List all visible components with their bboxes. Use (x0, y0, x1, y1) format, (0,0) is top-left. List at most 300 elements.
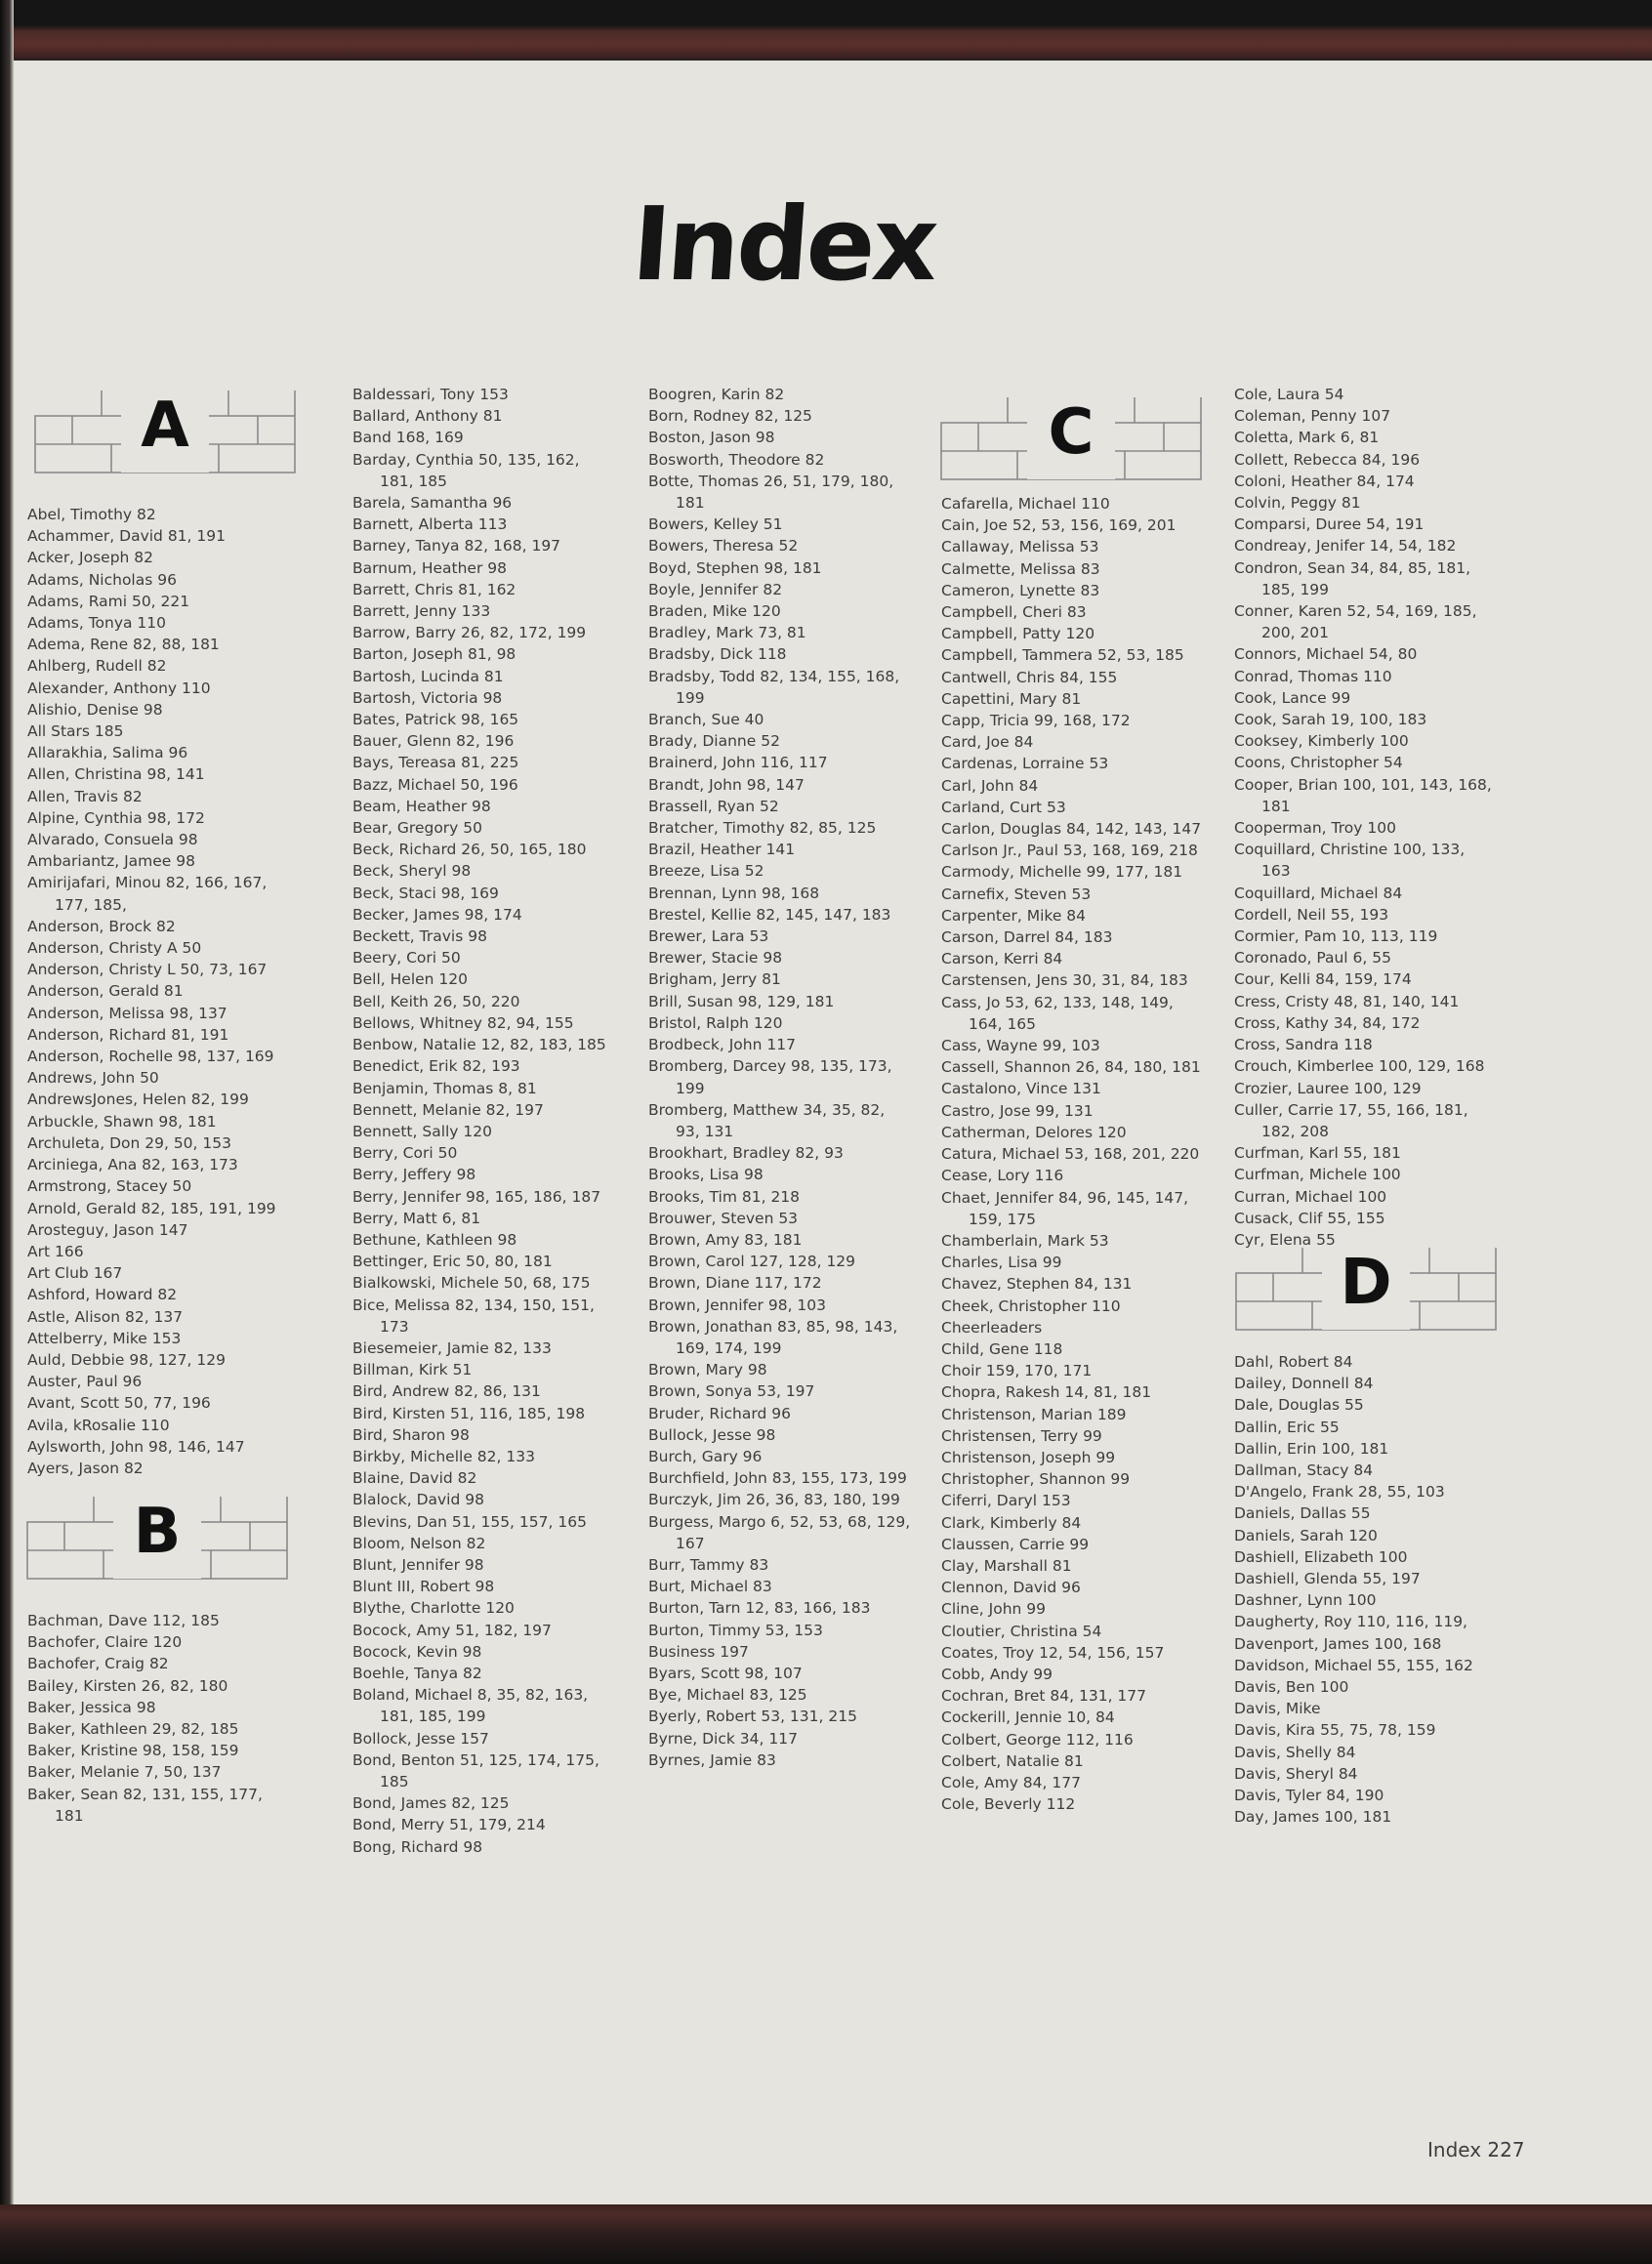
section-header-a (33, 389, 297, 476)
index-entry: Castro, Jose 99, 131 (941, 1101, 1094, 1120)
index-entry: Bird, Andrew 82, 86, 131 (352, 1382, 541, 1401)
index-entry: Carland, Curt 53 (941, 798, 1066, 816)
index-entry: Bradley, Mark 73, 81 (648, 624, 806, 642)
index-entry: Brown, Diane 117, 172 (648, 1274, 822, 1293)
page-folio: Index 227 (1427, 2138, 1525, 2161)
index-entry: Abel, Timothy 82 (27, 506, 156, 523)
index-entry: Brookhart, Bradley 82, 93 (648, 1144, 844, 1163)
index-entry: Bollock, Jesse 157 (352, 1729, 489, 1748)
index-entry: Blalock, David 98 (352, 1491, 484, 1509)
top-binding-band (0, 0, 1652, 61)
index-entry: Carmody, Michelle 99, 177, 181 (941, 863, 1183, 882)
index-entry: Ayers, Jason 82 (27, 1459, 144, 1477)
index-entry: Carson, Darrel 84, 183 (941, 928, 1113, 947)
index-entry: Carl, John 84 (941, 776, 1039, 795)
index-entry: Cheerleaders (941, 1318, 1043, 1337)
index-entry: Cross, Kathy 34, 84, 172 (1234, 1013, 1421, 1032)
section-letter-d: D (1340, 1247, 1392, 1319)
index-entry: Brewer, Stacie 98 (648, 949, 783, 967)
section-letter-a: A (141, 390, 189, 462)
index-entry: Christenson, Joseph 99 (941, 1448, 1116, 1466)
index-entry: Braden, Mike 120 (648, 602, 781, 621)
index-entry: Bennett, Sally 120 (352, 1122, 492, 1140)
index-entry: Brown, Carol 127, 128, 129 (648, 1253, 856, 1271)
index-entry: Bays, Tereasa 81, 225 (352, 754, 519, 772)
index-entry: Cole, Laura 54 (1234, 386, 1344, 403)
index-entry: Cameron, Lynette 83 (941, 581, 1100, 599)
index-entry: Cress, Cristy 48, 81, 140, 141 (1234, 992, 1460, 1010)
index-entry: Bond, Merry 51, 179, 214 (352, 1816, 546, 1834)
index-entry: Bromberg, Darcey 98, 135, 173, 199 (648, 1057, 892, 1097)
index-entry: Brainerd, John 116, 117 (648, 754, 828, 772)
index-entry: Berry, Jennifer 98, 165, 186, 187 (352, 1187, 601, 1206)
index-entry: Burt, Michael 83 (648, 1578, 772, 1596)
index-entry: Bellows, Whitney 82, 94, 155 (352, 1013, 574, 1032)
index-entry: Alvarado, Consuela 98 (27, 831, 198, 849)
index-entry: Child, Gene 118 (941, 1339, 1063, 1358)
index-entry: Bauer, Glenn 82, 196 (352, 732, 515, 751)
index-entry: Cain, Joe 52, 53, 156, 169, 201 (941, 516, 1177, 535)
index-entry: Bialkowski, Michele 50, 68, 175 (352, 1274, 591, 1293)
index-entry: Coquillard, Michael 84 (1234, 884, 1403, 902)
index-entry: Ballard, Anthony 81 (352, 407, 503, 426)
index-entry: Cockerill, Jennie 10, 84 (941, 1708, 1115, 1727)
index-entry: Cobb, Andy 99 (941, 1665, 1053, 1683)
index-entry: Anderson, Rochelle 98, 137, 169 (27, 1048, 274, 1066)
index-entry: Art Club 167 (27, 1264, 123, 1283)
index-entry: Clay, Marshall 81 (941, 1556, 1072, 1575)
index-entry: Barney, Tanya 82, 168, 197 (352, 537, 561, 556)
index-entry: Bond, Benton 51, 125, 174, 175, 185 (352, 1750, 599, 1791)
index-entry: Bromberg, Matthew 34, 35, 82, 93, 131 (648, 1100, 886, 1140)
index-entry: Brennan, Lynn 98, 168 (648, 884, 820, 902)
index-entry: Curfman, Michele 100 (1234, 1166, 1401, 1184)
index-entry: Anderson, Richard 81, 191 (27, 1025, 229, 1044)
index-entry: Boogren, Karin 82 (648, 386, 785, 403)
index-entry: Adams, Tonya 110 (27, 614, 167, 633)
index-entry: Davidson, Michael 55, 155, 162 (1234, 1656, 1473, 1674)
index-entry: Brestel, Kellie 82, 145, 147, 183 (648, 905, 891, 924)
index-entry: Breeze, Lisa 52 (648, 862, 764, 881)
index-entry: Astle, Alison 82, 137 (27, 1307, 184, 1326)
index-entry: Capp, Tricia 99, 168, 172 (941, 712, 1131, 730)
index-entry: All Stars 185 (27, 722, 124, 741)
index-entry: Cyr, Elena 55 (1234, 1230, 1336, 1249)
index-entry: Blunt, Jennifer 98 (352, 1555, 484, 1574)
index-entry: Ahlberg, Rudell 82 (27, 657, 167, 676)
index-entry: Dashner, Lynn 100 (1234, 1591, 1377, 1610)
index-entry: Barton, Joseph 81, 98 (352, 645, 516, 664)
index-entry: Brodbeck, John 117 (648, 1036, 796, 1054)
index-entry: Davis, Shelly 84 (1234, 1743, 1356, 1761)
index-entry: Christopher, Shannon 99 (941, 1470, 1131, 1489)
index-entry: Burgess, Margo 6, 52, 53, 68, 129, 167 (648, 1512, 911, 1552)
index-column-2 (352, 384, 616, 1858)
index-entry: Dahl, Robert 84 (1234, 1353, 1353, 1371)
index-entry: Burchfield, John 83, 155, 173, 199 (648, 1469, 907, 1488)
index-entry: Barrett, Chris 81, 162 (352, 580, 516, 598)
index-entry: Arosteguy, Jason 147 (27, 1220, 188, 1239)
index-entry: Benedict, Erik 82, 193 (352, 1057, 520, 1076)
index-entry: Coloni, Heather 84, 174 (1234, 472, 1415, 490)
index-entry: Ambariantz, Jamee 98 (27, 852, 195, 871)
index-entry: Cass, Jo 53, 62, 133, 148, 149, 164, 165 (941, 993, 1174, 1033)
index-entry: Alishio, Denise 98 (27, 700, 163, 719)
index-entry: Birkby, Michelle 82, 133 (352, 1447, 535, 1465)
index-entry: Cassell, Shannon 26, 84, 180, 181 (941, 1058, 1201, 1077)
index-entry: Brooks, Tim 81, 218 (648, 1187, 801, 1206)
index-entry: Bong, Richard 98 (352, 1837, 483, 1856)
index-entry: Bartosh, Lucinda 81 (352, 667, 504, 685)
index-entry: Bailey, Kirsten 26, 82, 180 (27, 1676, 228, 1695)
index-entry: Born, Rodney 82, 125 (648, 407, 812, 426)
index-entry: Bachofer, Claire 120 (27, 1633, 183, 1652)
index-entry: Carlson Jr., Paul 53, 168, 169, 218 (941, 842, 1198, 860)
index-entry: Chaet, Jennifer 84, 96, 145, 147, 159, 175 (941, 1188, 1189, 1228)
index-entry: Charles, Lisa 99 (941, 1254, 1062, 1272)
index-entry: Condreay, Jenifer 14, 54, 182 (1234, 537, 1457, 556)
index-entry: Bratcher, Timothy 82, 85, 125 (648, 819, 877, 838)
index-column-d (1234, 1351, 1498, 1828)
index-entry: Brooks, Lisa 98 (648, 1166, 764, 1184)
index-entry: Barnett, Alberta 113 (352, 515, 508, 534)
index-entry: Barrow, Barry 26, 82, 172, 199 (352, 624, 587, 642)
index-entry: Cooksey, Kimberly 100 (1234, 732, 1409, 751)
index-entry: Brouwer, Steven 53 (648, 1209, 799, 1227)
index-entry: Carson, Kerri 84 (941, 950, 1063, 968)
index-entry: Bye, Michael 83, 125 (648, 1686, 807, 1705)
index-entry: Armstrong, Stacey 50 (27, 1177, 192, 1196)
index-entry: Cook, Lance 99 (1234, 688, 1351, 707)
index-entry: Bocock, Amy 51, 182, 197 (352, 1621, 552, 1639)
index-entry: Coquillard, Christine 100, 133, 163 (1234, 841, 1466, 881)
index-entry: Brown, Sonya 53, 197 (648, 1382, 815, 1401)
index-entry: Beam, Heather 98 (352, 797, 491, 815)
index-entry: Adams, Nicholas 96 (27, 570, 177, 589)
index-entry: Baldessari, Tony 153 (352, 386, 509, 403)
index-entry: Chamberlain, Mark 53 (941, 1231, 1109, 1250)
index-entry: Dallman, Stacy 84 (1234, 1461, 1374, 1480)
index-entry: Blevins, Dan 51, 155, 157, 165 (352, 1512, 587, 1531)
index-entry: Carlon, Douglas 84, 142, 143, 147 (941, 820, 1202, 839)
index-entry: Ashford, Howard 82 (27, 1286, 178, 1304)
index-entry: Auster, Paul 96 (27, 1373, 143, 1391)
index-entry: Cook, Sarah 19, 100, 183 (1234, 711, 1427, 729)
index-entry: Claussen, Carrie 99 (941, 1535, 1090, 1553)
index-entry: Auld, Debbie 98, 127, 129 (27, 1350, 226, 1369)
index-entry: Culler, Carrie 17, 55, 166, 181, 182, 208 (1234, 1100, 1468, 1140)
index-entry: Blunt III, Robert 98 (352, 1578, 495, 1596)
index-entry: Andrews, John 50 (27, 1069, 159, 1088)
index-entry: Davis, Sheryl 84 (1234, 1764, 1358, 1783)
index-entry: Bennett, Melanie 82, 197 (352, 1100, 544, 1119)
index-entry: Dashiell, Glenda 55, 197 (1234, 1570, 1421, 1588)
index-entry: Art 166 (27, 1242, 84, 1260)
index-column-a (27, 504, 291, 1479)
index-entry: Daugherty, Roy 110, 116, 119, (1234, 1613, 1467, 1631)
index-entry: Cease, Lory 116 (941, 1167, 1064, 1185)
index-entry: Coletta, Mark 6, 81 (1234, 429, 1380, 447)
index-entry: Burczyk, Jim 26, 36, 83, 180, 199 (648, 1491, 900, 1509)
index-entry: Bettinger, Eric 50, 80, 181 (352, 1253, 553, 1271)
index-entry: Brown, Jonathan 83, 85, 98, 143, 169, 174, 199 (648, 1317, 898, 1357)
section-header-b (25, 1495, 289, 1583)
index-entry: Campbell, Tammera 52, 53, 185 (941, 646, 1184, 665)
index-entry: Beckett, Travis 98 (352, 927, 487, 946)
index-entry: Coates, Troy 12, 54, 156, 157 (941, 1643, 1165, 1662)
index-entry: Dallin, Erin 100, 181 (1234, 1439, 1389, 1458)
index-entry: Coleman, Penny 107 (1234, 407, 1391, 426)
index-entry: Cole, Beverly 112 (941, 1795, 1076, 1814)
index-entry: Boland, Michael 8, 35, 82, 163, 181, 185, 199 (352, 1686, 589, 1726)
index-entry: Daniels, Dallas 55 (1234, 1504, 1371, 1523)
index-entry: Acker, Joseph 82 (27, 549, 154, 567)
index-entry: Callaway, Melissa 53 (941, 538, 1099, 556)
index-entry: Brazil, Heather 141 (648, 841, 796, 859)
index-entry: Ciferri, Daryl 153 (941, 1492, 1071, 1510)
index-entry: Anderson, Melissa 98, 137 (27, 1004, 227, 1022)
index-entry: Cardenas, Lorraine 53 (941, 755, 1109, 773)
index-entry: Bartosh, Victoria 98 (352, 688, 503, 707)
index-entry: Chavez, Stephen 84, 131 (941, 1275, 1133, 1294)
index-entry: Conner, Karen 52, 54, 169, 185, 200, 201 (1234, 602, 1477, 642)
section-header-c (939, 395, 1203, 483)
index-entry: Attelberry, Mike 153 (27, 1329, 182, 1347)
index-entry: Anderson, Gerald 81 (27, 982, 184, 1001)
index-entry: Cass, Wayne 99, 103 (941, 1037, 1100, 1055)
index-entry: Catura, Michael 53, 168, 201, 220 (941, 1145, 1200, 1164)
index-entry: Coons, Christopher 54 (1234, 754, 1403, 772)
index-entry: Burch, Gary 96 (648, 1447, 763, 1465)
index-entry: Cline, John 99 (941, 1600, 1047, 1619)
index-entry: Bethune, Kathleen 98 (352, 1230, 517, 1249)
index-entry: Cormier, Pam 10, 113, 119 (1234, 927, 1438, 946)
index-entry: Bloom, Nelson 82 (352, 1534, 486, 1552)
index-entry: Benbow, Natalie 12, 82, 183, 185 (352, 1036, 606, 1054)
index-entry: Berry, Matt 6, 81 (352, 1209, 481, 1227)
index-entry: Brandt, John 98, 147 (648, 775, 805, 794)
index-entry: Colbert, George 112, 116 (941, 1730, 1134, 1749)
index-entry: Christensen, Terry 99 (941, 1426, 1102, 1445)
index-entry: Chopra, Rakesh 14, 81, 181 (941, 1383, 1152, 1402)
index-entry: Bullock, Jesse 98 (648, 1425, 776, 1444)
index-entry: Bond, James 82, 125 (352, 1794, 510, 1813)
index-entry: Clark, Kimberly 84 (941, 1513, 1082, 1532)
index-entry: Bruder, Richard 96 (648, 1404, 791, 1422)
index-entry: Bell, Keith 26, 50, 220 (352, 992, 520, 1010)
index-entry: Berry, Cori 50 (352, 1144, 458, 1163)
index-column-5 (1234, 384, 1498, 1251)
index-entry: Brassell, Ryan 52 (648, 797, 779, 815)
index-entry: Cooperman, Troy 100 (1234, 819, 1396, 838)
index-entry: Cusack, Clif 55, 155 (1234, 1209, 1385, 1227)
index-entry: Blythe, Charlotte 120 (352, 1599, 515, 1618)
index-entry: Boston, Jason 98 (648, 429, 775, 447)
page-title: Index (628, 185, 940, 304)
bottom-binding-band (0, 2204, 1652, 2264)
index-entry: Beery, Cori 50 (352, 949, 461, 967)
index-entry: Bocock, Kevin 98 (352, 1642, 482, 1661)
index-entry: Arbuckle, Shawn 98, 181 (27, 1112, 217, 1131)
index-entry: Daniels, Sarah 120 (1234, 1526, 1378, 1544)
index-entry: Bowers, Theresa 52 (648, 537, 799, 556)
index-entry: Beck, Richard 26, 50, 165, 180 (352, 841, 587, 859)
index-entry: Cordell, Neil 55, 193 (1234, 905, 1389, 924)
index-entry: Cross, Sandra 118 (1234, 1036, 1373, 1054)
index-entry: Curran, Michael 100 (1234, 1187, 1387, 1206)
index-entry: Bachofer, Craig 82 (27, 1655, 169, 1673)
index-entry: Coronado, Paul 6, 55 (1234, 949, 1391, 967)
index-entry: Archuleta, Don 29, 50, 153 (27, 1133, 231, 1152)
index-entry: Achammer, David 81, 191 (27, 527, 226, 546)
index-entry: Davis, Kira 55, 75, 78, 159 (1234, 1721, 1436, 1740)
index-entry: Dale, Douglas 55 (1234, 1396, 1364, 1415)
index-entry: Davis, Ben 100 (1234, 1678, 1349, 1697)
index-entry: Bradsby, Dick 118 (648, 645, 787, 664)
index-entry: Brewer, Lara 53 (648, 927, 769, 946)
index-entry: Bowers, Kelley 51 (648, 515, 783, 534)
index-entry: Becker, James 98, 174 (352, 905, 522, 924)
index-entry: Berry, Jeffery 98 (352, 1166, 476, 1184)
index-column-b (27, 1610, 291, 1827)
index-entry: Carnefix, Steven 53 (941, 885, 1092, 903)
index-entry: Byerly, Robert 53, 131, 215 (648, 1708, 857, 1726)
index-entry: Adams, Rami 50, 221 (27, 592, 190, 610)
index-entry: Carpenter, Mike 84 (941, 906, 1087, 925)
index-entry: Collett, Rebecca 84, 196 (1234, 450, 1421, 469)
index-entry: Bosworth, Theodore 82 (648, 450, 825, 469)
index-entry: Bird, Kirsten 51, 116, 185, 198 (352, 1404, 586, 1422)
index-entry: Barela, Samantha 96 (352, 494, 513, 513)
index-entry: Anderson, Christy A 50 (27, 939, 202, 958)
index-entry: Burton, Tarn 12, 83, 166, 183 (648, 1599, 871, 1618)
index-entry: Allen, Christina 98, 141 (27, 765, 205, 784)
index-entry: Calmette, Melissa 83 (941, 559, 1100, 578)
index-entry: Card, Joe 84 (941, 733, 1034, 752)
index-entry: Cole, Amy 84, 177 (941, 1773, 1081, 1791)
index-entry: Davis, Mike (1234, 1700, 1321, 1718)
index-entry: Dailey, Donnell 84 (1234, 1375, 1374, 1393)
index-entry: Amirijafari, Minou 82, 166, 167, 177, 185, (27, 874, 268, 914)
index-entry: Alexander, Anthony 110 (27, 679, 211, 697)
index-entry: Bell, Helen 120 (352, 970, 469, 989)
index-entry: Barday, Cynthia 50, 135, 162, 181, 185 (352, 450, 580, 490)
index-entry: Baker, Kristine 98, 158, 159 (27, 1742, 239, 1760)
index-entry: Connors, Michael 54, 80 (1234, 645, 1418, 664)
section-letter-b: B (133, 1496, 182, 1568)
index-entry: AndrewsJones, Helen 82, 199 (27, 1091, 249, 1109)
index-entry: Dallin, Eric 55 (1234, 1418, 1340, 1436)
index-entry: Capettini, Mary 81 (941, 689, 1082, 708)
index-entry: Brigham, Jerry 81 (648, 970, 781, 989)
index-entry: Bradsby, Todd 82, 134, 155, 168, 199 (648, 667, 900, 707)
index-entry: Beck, Staci 98, 169 (352, 884, 499, 902)
index-entry: Alpine, Cynthia 98, 172 (27, 808, 205, 827)
index-entry: Catherman, Delores 120 (941, 1123, 1127, 1141)
index-entry: Biesemeier, Jamie 82, 133 (352, 1338, 552, 1357)
index-entry: Brown, Mary 98 (648, 1361, 767, 1379)
index-entry: Choir 159, 170, 171 (941, 1362, 1093, 1380)
index-entry: Byrne, Dick 34, 117 (648, 1729, 798, 1748)
index-entry: Barnum, Heather 98 (352, 558, 507, 577)
index-entry: Aylsworth, John 98, 146, 147 (27, 1437, 245, 1456)
index-entry: Business 197 (648, 1642, 749, 1661)
index-entry: Crozier, Lauree 100, 129 (1234, 1079, 1422, 1097)
section-letter-c: C (1048, 396, 1094, 469)
index-entry: Cooper, Brian 100, 101, 143, 168, 181 (1234, 775, 1492, 815)
index-entry: Burr, Tammy 83 (648, 1555, 769, 1574)
index-entry: Campbell, Patty 120 (941, 625, 1095, 643)
index-entry: Colvin, Peggy 81 (1234, 494, 1361, 513)
index-entry: Davenport, James 100, 168 (1234, 1634, 1442, 1653)
index-column-c (941, 493, 1205, 1815)
index-entry: Cheek, Christopher 110 (941, 1297, 1121, 1315)
index-entry: Cochran, Bret 84, 131, 177 (941, 1687, 1147, 1706)
index-entry: Christenson, Marian 189 (941, 1405, 1127, 1423)
index-entry: Cafarella, Michael 110 (941, 495, 1110, 513)
index-entry: Anderson, Brock 82 (27, 917, 176, 935)
index-entry: Byars, Scott 98, 107 (648, 1664, 803, 1682)
index-entry: Dashiell, Elizabeth 100 (1234, 1547, 1408, 1566)
index-entry: Crouch, Kimberlee 100, 129, 168 (1234, 1057, 1485, 1076)
index-entry: Brown, Jennifer 98, 103 (648, 1296, 827, 1314)
left-page-edge (0, 0, 14, 2264)
index-entry: D'Angelo, Frank 28, 55, 103 (1234, 1483, 1445, 1502)
index-entry: Colbert, Natalie 81 (941, 1751, 1084, 1770)
index-entry: Arnold, Gerald 82, 185, 191, 199 (27, 1199, 276, 1217)
index-entry: Carstensen, Jens 30, 31, 84, 183 (941, 971, 1188, 990)
index-entry: Condron, Sean 34, 84, 85, 181, 185, 199 (1234, 558, 1471, 598)
index-entry: Bazz, Michael 50, 196 (352, 775, 518, 794)
index-entry: Bates, Patrick 98, 165 (352, 711, 519, 729)
index-entry: Band 168, 169 (352, 429, 464, 447)
index-entry: Byrnes, Jamie 83 (648, 1750, 776, 1769)
index-entry: Brown, Amy 83, 181 (648, 1230, 803, 1249)
index-entry: Baker, Sean 82, 131, 155, 177, 181 (27, 1785, 263, 1825)
index-entry: Cour, Kelli 84, 159, 174 (1234, 970, 1412, 989)
index-entry: Castalono, Vince 131 (941, 1080, 1101, 1098)
index-entry: Arciniega, Ana 82, 163, 173 (27, 1156, 238, 1174)
index-entry: Clennon, David 96 (941, 1579, 1081, 1597)
index-entry: Baker, Melanie 7, 50, 137 (27, 1763, 222, 1782)
index-entry: Bear, Gregory 50 (352, 819, 482, 838)
index-entry: Bird, Sharon 98 (352, 1425, 470, 1444)
index-entry: Bachman, Dave 112, 185 (27, 1612, 220, 1629)
index-entry: Boyd, Stephen 98, 181 (648, 558, 822, 577)
index-entry: Boehle, Tanya 82 (352, 1664, 482, 1682)
index-entry: Bice, Melissa 82, 134, 150, 151, 173 (352, 1296, 595, 1336)
index-entry: Comparsi, Duree 54, 191 (1234, 515, 1425, 534)
index-entry: Baker, Jessica 98 (27, 1698, 156, 1716)
index-entry: Avant, Scott 50, 77, 196 (27, 1394, 211, 1413)
index-entry: Benjamin, Thomas 8, 81 (352, 1079, 537, 1097)
index-entry: Bristol, Ralph 120 (648, 1013, 783, 1032)
index-entry: Avila, kRosalie 110 (27, 1416, 170, 1434)
index-entry: Brady, Dianne 52 (648, 732, 780, 751)
index-entry: Brill, Susan 98, 129, 181 (648, 992, 835, 1010)
index-entry: Cantwell, Chris 84, 155 (941, 668, 1118, 686)
index-entry: Anderson, Christy L 50, 73, 167 (27, 961, 268, 979)
index-entry: Allen, Travis 82 (27, 787, 143, 805)
index-entry: Cloutier, Christina 54 (941, 1622, 1102, 1640)
index-entry: Branch, Sue 40 (648, 711, 764, 729)
index-entry: Burton, Timmy 53, 153 (648, 1621, 823, 1639)
index-entry: Botte, Thomas 26, 51, 179, 180, 181 (648, 472, 894, 513)
index-entry: Boyle, Jennifer 82 (648, 580, 783, 598)
index-entry: Day, James 100, 181 (1234, 1808, 1392, 1827)
index-entry: Beck, Sheryl 98 (352, 862, 472, 881)
section-header-d (1234, 1246, 1498, 1334)
